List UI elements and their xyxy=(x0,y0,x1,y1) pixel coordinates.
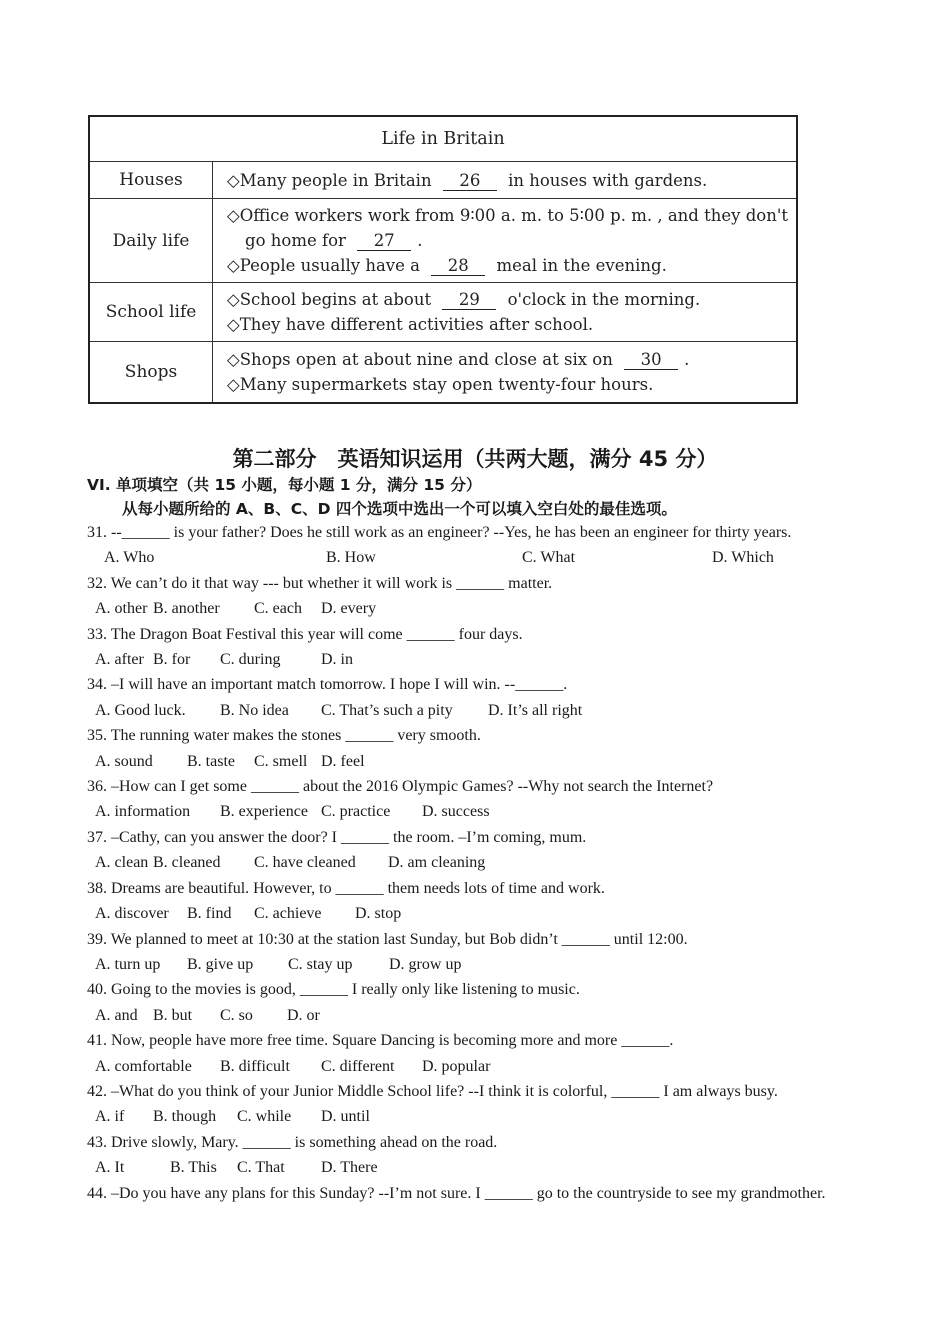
question-stem: 36. –How can I get some ______ about the 2016 Olympic Games? --Why not search the Internet? xyxy=(87,778,714,796)
question-options xyxy=(87,1155,867,1180)
question-options xyxy=(87,850,867,875)
question-stem: 38. Dreams are beautiful. However, to ______ them needs lots of time and work. xyxy=(87,879,605,897)
option-b: B. taste xyxy=(187,752,235,770)
option-a: A. information xyxy=(95,803,191,821)
option-a: A. clean xyxy=(95,854,149,872)
option-a: A. Who xyxy=(104,549,155,567)
question-options xyxy=(87,799,867,824)
school-line-1-a: ◇School begins at about xyxy=(227,290,432,309)
category-shops: Shops xyxy=(89,342,213,403)
option-c: C. each xyxy=(254,600,302,618)
question-options xyxy=(87,1003,867,1028)
category-daily-life: Daily life xyxy=(89,199,213,283)
option-a: A. turn up xyxy=(95,955,161,973)
option-a: A. sound xyxy=(95,752,153,770)
option-b: B. difficult xyxy=(220,1057,290,1075)
option-d: D. popular xyxy=(422,1057,491,1075)
option-c: C. That xyxy=(237,1159,285,1177)
option-c: C. What xyxy=(522,549,576,567)
option-a: A. comfortable xyxy=(95,1057,192,1075)
option-c: C. stay up xyxy=(288,955,353,973)
question-options xyxy=(87,647,867,672)
option-a: A. after xyxy=(95,651,144,669)
daily-line-3-a: ◇People usually have a xyxy=(227,256,420,275)
option-d: D. It’s all right xyxy=(488,701,583,719)
option-c: C. during xyxy=(220,651,281,669)
table-row-shops xyxy=(89,342,797,403)
daily-line-2-a: go home for xyxy=(245,231,346,250)
option-b: B. for xyxy=(153,651,191,669)
question-33 xyxy=(87,622,867,673)
option-d: D. grow up xyxy=(389,955,462,973)
question-31 xyxy=(87,520,867,571)
question-stem: 40. Going to the movies is good, ______ I really only like listening to music. xyxy=(87,981,580,999)
shops-line-1-a: ◇Shops open at about nine and close at six on xyxy=(227,349,613,369)
option-d: D. or xyxy=(287,1006,320,1024)
question-stem: 35. The running water makes the stones ______ very smooth. xyxy=(87,727,481,745)
option-d: D. stop xyxy=(355,905,402,923)
question-44 xyxy=(87,1181,867,1206)
question-list xyxy=(87,520,867,1206)
option-a: A. It xyxy=(95,1159,125,1177)
option-b: B. but xyxy=(153,1006,193,1024)
daily-life-content xyxy=(213,199,797,283)
option-c: C. while xyxy=(237,1108,292,1126)
table-row-houses xyxy=(89,162,797,199)
option-a: A. Good luck. xyxy=(95,701,186,719)
shops-content xyxy=(213,342,797,403)
question-options xyxy=(87,901,867,926)
question-35 xyxy=(87,723,867,774)
question-options xyxy=(87,596,867,621)
option-d: D. success xyxy=(422,803,490,821)
question-stem: 43. Drive slowly, Mary. ______ is something ahead on the road. xyxy=(87,1133,498,1151)
question-stem: 32. We can’t do it that way --- but whether it will work is ______ matter. xyxy=(87,574,553,592)
option-d: D. am cleaning xyxy=(388,854,486,872)
shops-line-1-b: . xyxy=(684,349,690,369)
question-32 xyxy=(87,571,867,622)
question-40 xyxy=(87,977,867,1028)
option-b: B. give up xyxy=(187,955,254,973)
question-options xyxy=(87,1104,867,1129)
blank-27: 27 xyxy=(357,232,411,251)
option-c: C. different xyxy=(321,1057,395,1075)
category-school-life: School life xyxy=(89,283,213,342)
houses-text-b: in houses with gardens. xyxy=(508,170,708,190)
question-stem: 31. --______ is your father? Does he still work as an engineer? --Yes, he has been an engineer for thirty years. xyxy=(87,524,792,541)
option-c: C. have cleaned xyxy=(254,854,356,872)
option-b: B. This xyxy=(170,1159,217,1177)
question-options xyxy=(87,698,867,723)
option-c: C. practice xyxy=(321,803,391,821)
option-c: C. That’s such a pity xyxy=(321,701,453,719)
option-d: D. Which xyxy=(712,549,774,567)
life-in-britain-table xyxy=(88,115,798,404)
option-a: A. other xyxy=(95,600,148,618)
question-43 xyxy=(87,1130,867,1181)
question-36 xyxy=(87,774,867,825)
option-b: B. experience xyxy=(220,803,308,821)
question-stem: 39. We planned to meet at 10:30 at the station last Sunday, but Bob didn’t ______ until 12:00. xyxy=(87,930,688,948)
question-stem: 42. –What do you think of your Junior Middle School life? --I think it is colorful, ______ I am always busy. xyxy=(87,1082,778,1100)
blank-26: 26 xyxy=(443,172,497,191)
option-b: B. though xyxy=(153,1108,217,1126)
question-39 xyxy=(87,927,867,978)
option-a: A. if xyxy=(95,1108,125,1126)
houses-content xyxy=(213,162,797,199)
option-b: B. cleaned xyxy=(153,854,221,872)
question-options xyxy=(87,952,867,977)
school-line-2: ◇They have different activities after school. xyxy=(227,315,594,334)
option-a: A. discover xyxy=(95,905,169,923)
question-stem: 44. –Do you have any plans for this Sunday? --I’m not sure. I ______ go to the countryside to see my grandmother. xyxy=(87,1184,826,1202)
blank-28: 28 xyxy=(431,257,485,276)
option-d: D. until xyxy=(321,1108,370,1126)
option-b: B. No idea xyxy=(220,701,289,719)
question-stem: 33. The Dragon Boat Festival this year will come ______ four days. xyxy=(87,625,523,643)
category-houses: Houses xyxy=(89,162,213,199)
question-41 xyxy=(87,1028,867,1079)
blank-29: 29 xyxy=(442,291,496,310)
question-38 xyxy=(87,876,867,927)
houses-text-a: ◇Many people in Britain xyxy=(227,170,432,190)
section-instruction: 从每小题所给的 A、B、C、D 四个选项中选出一个可以填入空白处的最佳选项。 xyxy=(122,500,677,518)
table-row-school-life xyxy=(89,283,797,342)
blank-30: 30 xyxy=(624,351,678,370)
question-stem: 41. Now, people have more free time. Square Dancing is becoming more and more ______. xyxy=(87,1032,674,1050)
option-c: C. so xyxy=(220,1006,253,1024)
option-d: D. every xyxy=(321,600,377,618)
daily-line-3-b: meal in the evening. xyxy=(496,256,667,275)
question-stem: 37. –Cathy, can you answer the door? I ______ the room. –I’m coming, mum. xyxy=(87,828,587,846)
option-b: B. another xyxy=(153,600,220,618)
option-d: D. There xyxy=(321,1159,378,1177)
question-stem: 34. –I will have an important match tomorrow. I hope I will win. --______. xyxy=(87,676,568,694)
question-options xyxy=(87,749,867,774)
daily-line-2-b: . xyxy=(417,231,423,250)
question-options xyxy=(87,1054,867,1079)
daily-line-1: ◇Office workers work from 9∶00 a. m. to 5∶00 p. m. , and they don't xyxy=(227,206,788,225)
option-b: B. find xyxy=(187,905,232,923)
option-c: C. achieve xyxy=(254,905,322,923)
table-row-daily-life xyxy=(89,199,797,283)
school-life-content xyxy=(213,283,797,342)
section-title: VI. 单项填空（共 15 小题，每小题 1 分，满分 15 分） xyxy=(87,476,482,494)
option-c: C. smell xyxy=(254,752,308,770)
table-title: Life in Britain xyxy=(89,116,797,162)
part-title: 第二部分 英语知识运用（共两大题，满分 45 分） xyxy=(232,447,718,471)
option-d: D. feel xyxy=(321,752,365,770)
option-a: A. and xyxy=(95,1006,138,1024)
question-37 xyxy=(87,825,867,876)
question-options xyxy=(87,545,867,570)
question-34 xyxy=(87,672,867,723)
option-b: B. How xyxy=(326,549,376,567)
shops-line-2: ◇Many supermarkets stay open twenty-four hours. xyxy=(227,374,654,394)
question-42 xyxy=(87,1079,867,1130)
school-line-1-b: o'clock in the morning. xyxy=(507,290,701,309)
option-d: D. in xyxy=(321,651,353,669)
